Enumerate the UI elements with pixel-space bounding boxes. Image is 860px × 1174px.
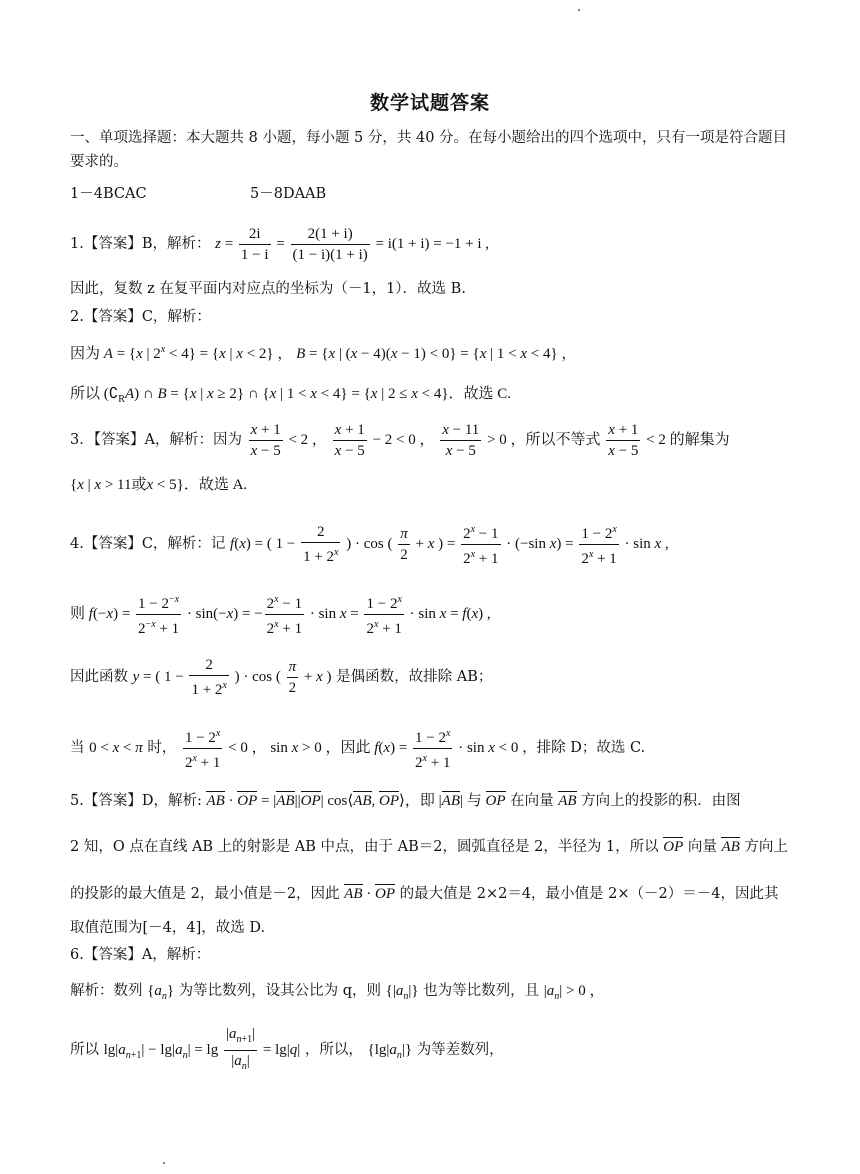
q6-log-sequence: $\{\lg|a_n|\}$ (367, 1041, 413, 1061)
q6-sequence-abs: $\{|a_n|\}$ (385, 983, 419, 1002)
q4-interval: 0 < x < π (89, 739, 143, 756)
q6-line2-text-b: ，所以， (304, 1041, 363, 1058)
q5-line3-text-b: 的最大值是 2×2＝4，最小值是 2×（－2）＝－4，因此其 (399, 886, 779, 902)
q4-line1 (70, 520, 792, 569)
q5-line1-text: 在向量 (510, 793, 554, 809)
q5-vector-op: OP (663, 839, 684, 855)
q5-line2-text: 2 知，O 点在直线 AB 上的射影是 AB 中点，由于 AB＝2，圆弧直径是 2，半径为 1，所以 (70, 839, 659, 855)
q4-formula-1: f(x) = ( 1 − $\frac{2}{1 + 2^x}$ ) · cos ( $\frac{\pi}{2}$ + x ) = $\frac{2^x - 1}{2^x + 1}$ · (−sin x) = $\frac{1 - 2^x}{2^x + 1}$ · sin x , (230, 536, 669, 552)
q5-dot-product: AB · OP (344, 886, 395, 902)
q4-formula-2: 则 f(−x) = $\frac{1 - 2^{-x}}{2^{-x} + 1}$ · sin(−x) = − $\frac{2^x - 1}{2^x + 1}$ · sin x = $\frac{1 - 2^x}{2^x + 1}$ · sin x = f(x) , (70, 590, 792, 639)
q5-line3-text-a: 的投影的最大值是 2，最小值是－2，因此 (70, 886, 340, 902)
q2-result: 所以 $(∁_RA)$ ∩ B = {x | x ≥ 2} ∩ {x | 1 < x < 4} = {x | 2 ≤ x < 4}．故选 C. (70, 386, 512, 405)
q6-line1-text-c: 也为等比数列，且 (423, 983, 540, 999)
q2-sets: 因为 A = {x | $2^x < 4\} = \{x$ | x < 2} ， B = {x | (x − 4)(x − 1) < 0} = {x | 1 < x < 4} ， (70, 344, 577, 362)
scan-speck (578, 9, 580, 11)
q1-solution (70, 224, 792, 265)
q1-conclusion: 因此，复数 z 在复平面内对应点的坐标为（－1，1）．故选 B. (70, 281, 466, 297)
q4-line3-text-b: 是偶函数，故排除 AB； (336, 669, 493, 685)
q3-result: {x | x > 11或x < 5}．故选 A. (70, 477, 248, 493)
q2-lead: 2.【答案】C，解析： (70, 309, 211, 325)
q4-line4 (70, 724, 792, 773)
answers-1-4: 1－4BCAC (70, 186, 147, 202)
q5-vector-ab: AB (558, 793, 577, 809)
q4-line3-text-a: 因此函数 (70, 669, 128, 685)
q3-formula: $\frac{x + 1}{x - 5}$ < 2 ， $\frac{x + 1}{x - 5}$ − 2 < 0 ， $\frac{x - 11}{x - 5}$ > 0 ，所以不等式 $\frac{x + 1}{x - 5}$ < 2 的解集为 (250, 422, 730, 460)
q6-log-diff: $\lg|a_{n+1}| - \lg|a_n| = \lg$ $\frac{|a_{n+1}|}{|a_n|}$ = lg|q| (103, 1026, 301, 1072)
q6-line2-text-c: 为等差数列， (416, 1041, 504, 1058)
q3-solution (70, 420, 792, 461)
q5-line1 (70, 790, 792, 812)
q5-line1-end: 方向上的投影的积．由图 (581, 793, 741, 809)
q5-line2-end: 方向上 (744, 839, 788, 855)
q5-vector-ab-2: AB (721, 839, 740, 855)
q4-formula-4: $\frac{1 - 2^x}{2^x + 1}$ < 0 ， sin x > 0 ，因此 f(x) = $\frac{1 - 2^x}{2^x + 1}$ · sin x < 0 (181, 740, 522, 756)
q6-line1-text-a: 解析：数列 (70, 983, 143, 999)
q6-line1 (70, 980, 792, 1008)
q2-tail: ．故选 C. (448, 386, 512, 402)
section-intro: 一、单项选择题：本大题共 8 小题，每小题 5 分，共 40 分。在每小题给出的四个选项中，只有一项是符合题目要求的。 (70, 130, 788, 170)
q5-lead: 5.【答案】D，解析: (70, 793, 202, 809)
q4-line4-text-c: ，排除 D；故选 C. (522, 739, 646, 756)
q3-tail: ．故选 A. (183, 477, 248, 493)
q6-line2 (70, 1024, 792, 1078)
scan-speck (163, 1162, 165, 1164)
q6-line2-text-a: 所以 (70, 1041, 99, 1058)
q1-lead: 1.【答案】B，解析： (70, 236, 211, 252)
answers-5-8: 5－8DAAB (250, 186, 327, 202)
answer-key-row (70, 183, 792, 205)
q3-lead: 3．【答案】A，解析：因为 (70, 432, 242, 448)
q1-formula: z = $\frac{2i}{1 - i}$ = $\frac{2(1 + i)}{(1 - i)(1 + i)}$ = i(1 + i) = −1 + i , (215, 226, 490, 264)
q5-line3 (70, 883, 792, 905)
q5-line4: 取值范围为[－4，4]，故选 D. (70, 920, 266, 936)
q4-line4-text-b: 时， (147, 739, 177, 756)
q4-lead: 4.【答案】C，解析：记 (70, 535, 226, 552)
q4-formula-3: y = ( 1 − $\frac{2}{1 + 2^x}$ ) · cos ( $\frac{\pi}{2}$ + x ) (132, 657, 332, 699)
q5-line2 (70, 836, 792, 858)
q5-line2-mid: 向量 (687, 839, 717, 855)
q5-formula-1: AB · OP = |AB||OP| cos⟨AB, OP⟩，即 |AB| 与 OP (206, 793, 506, 809)
q6-sequence-an: $\{a_n\}$ (147, 983, 175, 1002)
q6-positive: $|a_n| > 0$ ， (543, 983, 605, 1002)
q4-line4-text-a: 当 (70, 739, 85, 756)
q6-line1-text-b: 为等比数列，设其公比为 q，则 (178, 983, 382, 999)
q6-lead: 6.【答案】A，解析： (70, 947, 211, 963)
q4-line3 (70, 655, 792, 700)
page-title: 数学试题答案 (369, 92, 490, 114)
